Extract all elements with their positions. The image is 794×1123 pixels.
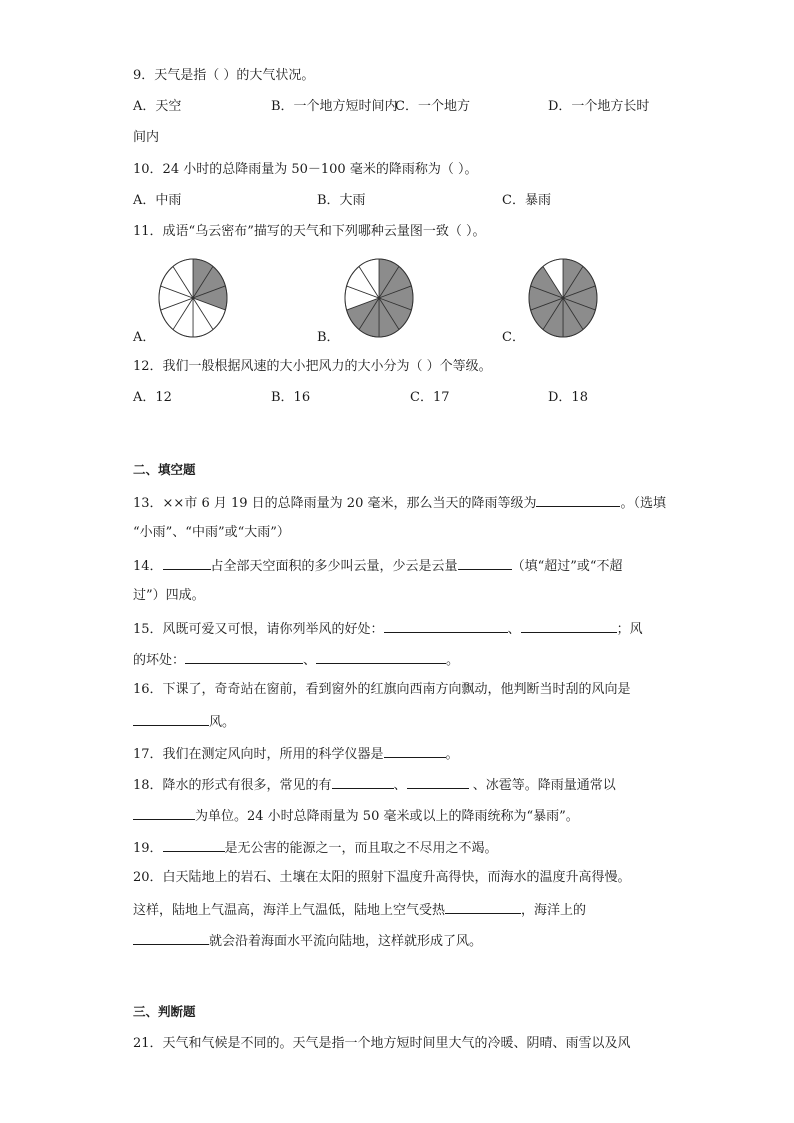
cloud-cover-chart-c [527,257,599,339]
answer-blank[interactable] [536,492,620,507]
cloud-cover-chart-a [157,257,229,339]
question-20-line-2: 这样，陆地上气温高，海洋上气温低，陆地上空气受热 ，海洋上的 [133,899,586,921]
question-11-stem: 11．成语“乌云密布”描写的天气和下列哪种云量图一致（ ）。 [133,224,486,239]
question-10-option-c: C．暴雨 [502,193,551,208]
answer-blank[interactable] [163,837,225,852]
question-12-option-a: A．12 [133,390,172,405]
question-16-line-1: 16．下课了，奇奇站在窗前，看到窗外的红旗向西南方向飘动，他判断当时刮的风向是 [133,682,631,697]
answer-blank[interactable] [384,618,508,633]
answer-blank[interactable] [521,618,617,633]
question-11-option-a: A． [133,330,156,345]
question-21-line-1: 21．天气和气候是不同的。天气是指一个地方短时间里大气的冷暖、阴晴、雨雪以及风 [133,1036,631,1051]
answer-blank[interactable] [163,555,211,570]
question-9-option-c: C．一个地方 [395,99,470,114]
question-14-line-1: 14． 占全部天空面积的多少叫云量，少云是云量 （填“超过”或“不超 [133,555,623,577]
question-10-option-a: A．中雨 [133,193,182,208]
question-11-option-c: C． [502,330,525,345]
question-10-option-b: B．大雨 [317,193,366,208]
answer-blank[interactable] [133,930,209,945]
section-true-false-heading: 三、判断题 [133,1004,196,1019]
answer-blank[interactable] [458,555,512,570]
question-10-stem: 10．24 小时的总降雨量为 50－100 毫米的降雨称为（ ）。 [133,162,478,177]
answer-blank[interactable] [407,774,469,789]
answer-blank[interactable] [316,649,446,664]
question-16-line-2: 风。 [133,711,235,733]
answer-blank[interactable] [332,774,394,789]
question-14-line-2: 过”）四成。 [133,588,205,603]
question-11-option-b: B． [317,330,340,345]
question-15-line-1: 15．风既可爱又可恨，请你列举风的好处： 、 ；风 [133,618,643,640]
question-18-line-1: 18．降水的形式有很多，常见的有 、 、冰雹等。降雨量通常以 [133,774,616,796]
question-12-option-c: C．17 [410,390,450,405]
question-13-line-1: 13．××市 6 月 19 日的总降雨量为 20 毫米，那么当天的降雨等级为 。（选填 [133,492,666,514]
answer-blank[interactable] [133,805,195,820]
question-17: 17．我们在测定风向时，所用的科学仪器是 。 [133,743,459,765]
answer-blank[interactable] [185,649,303,664]
question-15-line-2: 的坏处： 、 。 [133,649,459,671]
answer-blank[interactable] [384,743,446,758]
question-9-option-b: B．一个地方短时间内 [271,99,398,114]
question-12-option-b: B．16 [271,390,311,405]
question-18-line-2: 为单位。24 小时总降雨量为 50 毫米或以上的降雨统称为“暴雨”。 [133,805,579,827]
answer-blank[interactable] [133,711,209,726]
question-20-line-3: 就会沿着海面水平流向陆地，这样就形成了风。 [133,930,482,952]
answer-blank[interactable] [445,899,521,914]
question-13-line-2: “小雨”、“中雨”或“大雨”） [133,525,290,540]
question-9-option-d-wrap: 间内 [133,130,160,145]
cloud-cover-chart-b [343,257,415,339]
question-20-line-1: 20．白天陆地上的岩石、土壤在太阳的照射下温度升高得快，而海水的温度升高得慢。 [133,870,631,885]
question-12-stem: 12．我们一般根据风速的大小把风力的大小分为（ ）个等级。 [133,359,492,374]
question-9-option-a: A．天空 [133,99,182,114]
section-fill-blank-heading: 二、填空题 [133,462,196,477]
question-9-option-d: D．一个地方长时 [548,99,650,114]
question-19: 19． 是无公害的能源之一，而且取之不尽用之不竭。 [133,837,498,859]
question-9-stem: 9．天气是指（ ）的大气状况。 [133,68,315,83]
question-12-option-d: D．18 [548,390,588,405]
